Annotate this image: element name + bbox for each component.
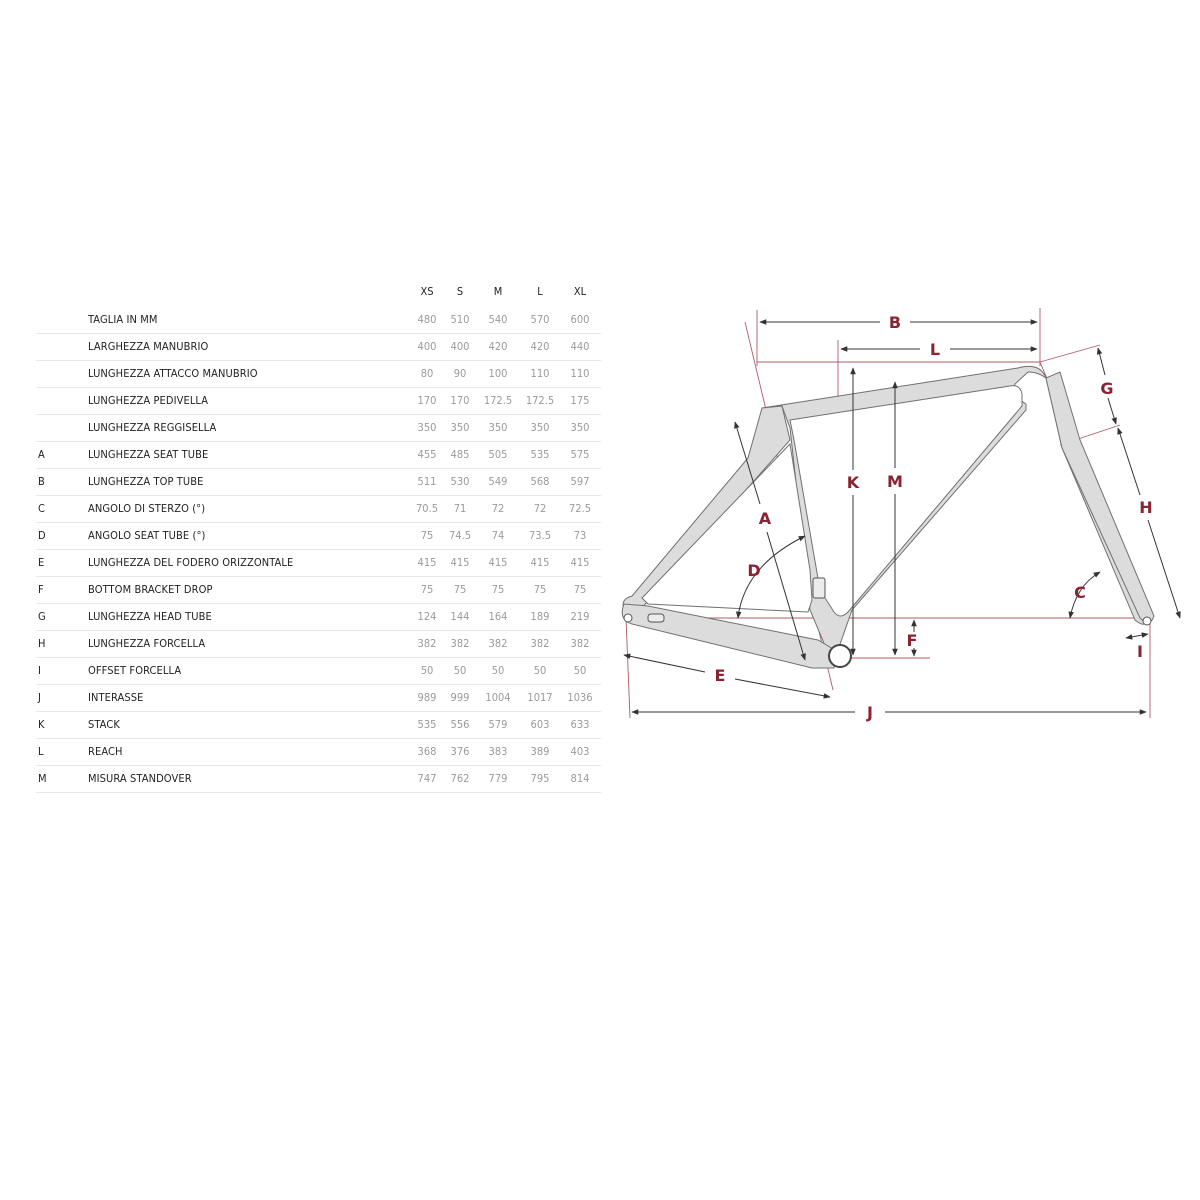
row-value-l: 389 [530,745,550,758]
table-row [36,711,601,739]
row-value-xl: 1036 [567,691,593,704]
row-label: STACK [88,718,120,731]
table-row [36,738,601,766]
label-k: K [846,473,860,492]
row-label: LUNGHEZZA PEDIVELLA [88,394,209,407]
brake-mount [648,614,664,622]
row-label: LUNGHEZZA FORCELLA [88,637,206,650]
label-d: D [747,561,761,580]
row-letter: M [38,772,47,785]
row-value-l: 382 [530,637,550,650]
row-value-xs: 50 [420,664,434,677]
row-value-s: 999 [450,691,470,704]
row-value-xl: 73 [573,529,587,542]
row-value-m: 420 [488,340,508,353]
row-letter: C [38,502,45,515]
label-f: F [906,631,918,650]
table-row [36,360,601,388]
row-value-l: 50 [533,664,547,677]
row-label: BOTTOM BRACKET DROP [88,583,213,596]
row-value-m: 172.5 [483,394,513,407]
row-value-s: 74.5 [448,529,472,542]
label-g: G [1100,379,1114,398]
row-letter: J [38,691,41,704]
row-value-m: 383 [488,745,508,758]
row-value-xs: 535 [417,718,437,731]
row-value-l: 568 [530,475,550,488]
label-m: M [887,472,903,491]
row-value-xs: 70.5 [415,502,439,515]
row-value-m: 415 [488,556,508,569]
row-value-s: 485 [450,448,470,461]
row-value-xl: 350 [570,421,590,434]
row-label: OFFSET FORCELLA [88,664,182,677]
row-value-l: 75 [533,583,547,596]
row-value-xl: 814 [570,772,590,785]
row-value-m: 579 [488,718,508,731]
row-value-l: 110 [530,367,550,380]
bike-frame [622,366,1154,668]
row-value-xs: 124 [417,610,437,623]
label-b: B [888,313,902,332]
row-value-m: 540 [488,313,508,326]
row-value-s: 50 [453,664,467,677]
row-label: LUNGHEZZA DEL FODERO ORIZZONTALE [88,556,294,569]
row-letter: I [38,664,41,677]
row-value-m: 350 [488,421,508,434]
size-header-s: S [456,285,464,298]
table-row [36,522,601,550]
table-row [36,333,601,361]
front-dropout [1143,617,1151,625]
label-j: J [867,703,873,722]
row-value-s: 376 [450,745,470,758]
row-label: LUNGHEZZA ATTACCO MANUBRIO [88,367,258,380]
row-value-m: 100 [488,367,508,380]
row-value-xs: 350 [417,421,437,434]
row-value-m: 50 [491,664,505,677]
row-label: LUNGHEZZA HEAD TUBE [88,610,212,623]
row-value-xl: 440 [570,340,590,353]
row-label: REACH [88,745,123,758]
row-value-xl: 415 [570,556,590,569]
row-value-l: 1017 [527,691,553,704]
row-value-xl: 219 [570,610,590,623]
row-label: ANGOLO DI STERZO (°) [88,502,206,515]
row-value-xs: 511 [417,475,437,488]
row-value-s: 530 [450,475,470,488]
row-value-xl: 72.5 [568,502,592,515]
row-value-xs: 368 [417,745,437,758]
row-label: ANGOLO SEAT TUBE (°) [88,529,206,542]
table-row [36,495,601,523]
row-label: MISURA STANDOVER [88,772,192,785]
table-row [36,306,601,334]
row-value-s: 510 [450,313,470,326]
row-letter: A [38,448,45,461]
size-header-xl: XL [573,285,587,298]
row-value-l: 535 [530,448,550,461]
label-c: C [1074,583,1086,602]
row-value-xl: 403 [570,745,590,758]
row-value-s: 382 [450,637,470,650]
row-value-xl: 633 [570,718,590,731]
row-value-l: 72 [533,502,547,515]
row-letter: L [38,745,44,758]
row-value-s: 144 [450,610,470,623]
size-header-l: L [537,285,543,298]
row-value-xs: 480 [417,313,437,326]
row-value-m: 779 [488,772,508,785]
row-value-xs: 747 [417,772,437,785]
table-row [36,549,601,577]
table-row [36,684,601,712]
size-header-m: M [493,285,503,298]
row-value-xs: 170 [417,394,437,407]
row-letter: D [38,529,46,542]
row-label: LARGHEZZA MANUBRIO [88,340,209,353]
row-value-xl: 75 [573,583,587,596]
table-row [36,468,601,496]
row-letter: F [38,583,44,596]
table-row [36,576,601,604]
row-value-xs: 455 [417,448,437,461]
row-label: LUNGHEZZA SEAT TUBE [88,448,209,461]
table-row [36,441,601,469]
row-label: LUNGHEZZA TOP TUBE [88,475,204,488]
row-value-s: 556 [450,718,470,731]
row-letter: B [38,475,45,488]
label-e: E [714,666,726,685]
row-value-l: 603 [530,718,550,731]
row-value-m: 75 [491,583,505,596]
row-value-l: 795 [530,772,550,785]
row-value-xl: 50 [573,664,587,677]
row-value-l: 420 [530,340,550,353]
table-row [36,603,601,631]
table-row [36,387,601,415]
row-value-xl: 382 [570,637,590,650]
row-value-s: 71 [453,502,467,515]
row-letter: K [38,718,45,731]
row-label: TAGLIA IN MM [88,313,158,326]
label-h: H [1139,498,1153,517]
row-value-m: 549 [488,475,508,488]
row-value-s: 170 [450,394,470,407]
row-value-m: 382 [488,637,508,650]
row-value-xs: 989 [417,691,437,704]
size-header-xs: XS [420,285,434,298]
row-value-l: 73.5 [528,529,552,542]
frame-geometry-diagram [600,280,1200,740]
row-value-xs: 415 [417,556,437,569]
derailleur-mount [813,578,825,598]
row-value-xl: 110 [570,367,590,380]
row-letter: H [38,637,46,650]
label-i: I [1137,642,1143,661]
row-value-s: 762 [450,772,470,785]
row-value-xl: 600 [570,313,590,326]
row-value-l: 415 [530,556,550,569]
label-a: A [758,509,772,528]
geometry-table [0,0,620,800]
row-value-l: 172.5 [525,394,555,407]
row-letter: E [38,556,45,569]
row-label: INTERASSE [88,691,144,704]
row-value-xs: 400 [417,340,437,353]
table-row [36,765,601,793]
row-value-xs: 75 [420,583,434,596]
row-value-m: 505 [488,448,508,461]
row-value-s: 75 [453,583,467,596]
table-row [36,630,601,658]
row-value-xl: 575 [570,448,590,461]
row-value-l: 350 [530,421,550,434]
bottom-bracket [829,645,851,667]
row-value-xs: 75 [420,529,434,542]
table-row [36,414,601,442]
row-value-s: 350 [450,421,470,434]
table-row [36,657,601,685]
row-value-xs: 382 [417,637,437,650]
row-value-m: 1004 [485,691,511,704]
row-letter: G [38,610,46,623]
row-value-l: 570 [530,313,550,326]
row-value-xl: 597 [570,475,590,488]
row-value-s: 400 [450,340,470,353]
label-l: L [929,340,941,359]
row-value-s: 90 [453,367,467,380]
row-value-xl: 175 [570,394,590,407]
rear-dropout [624,614,632,622]
row-value-l: 189 [530,610,550,623]
row-value-m: 74 [491,529,505,542]
row-value-s: 415 [450,556,470,569]
row-label: LUNGHEZZA REGGISELLA [88,421,217,434]
row-value-m: 72 [491,502,505,515]
row-value-xs: 80 [420,367,434,380]
row-value-m: 164 [488,610,508,623]
